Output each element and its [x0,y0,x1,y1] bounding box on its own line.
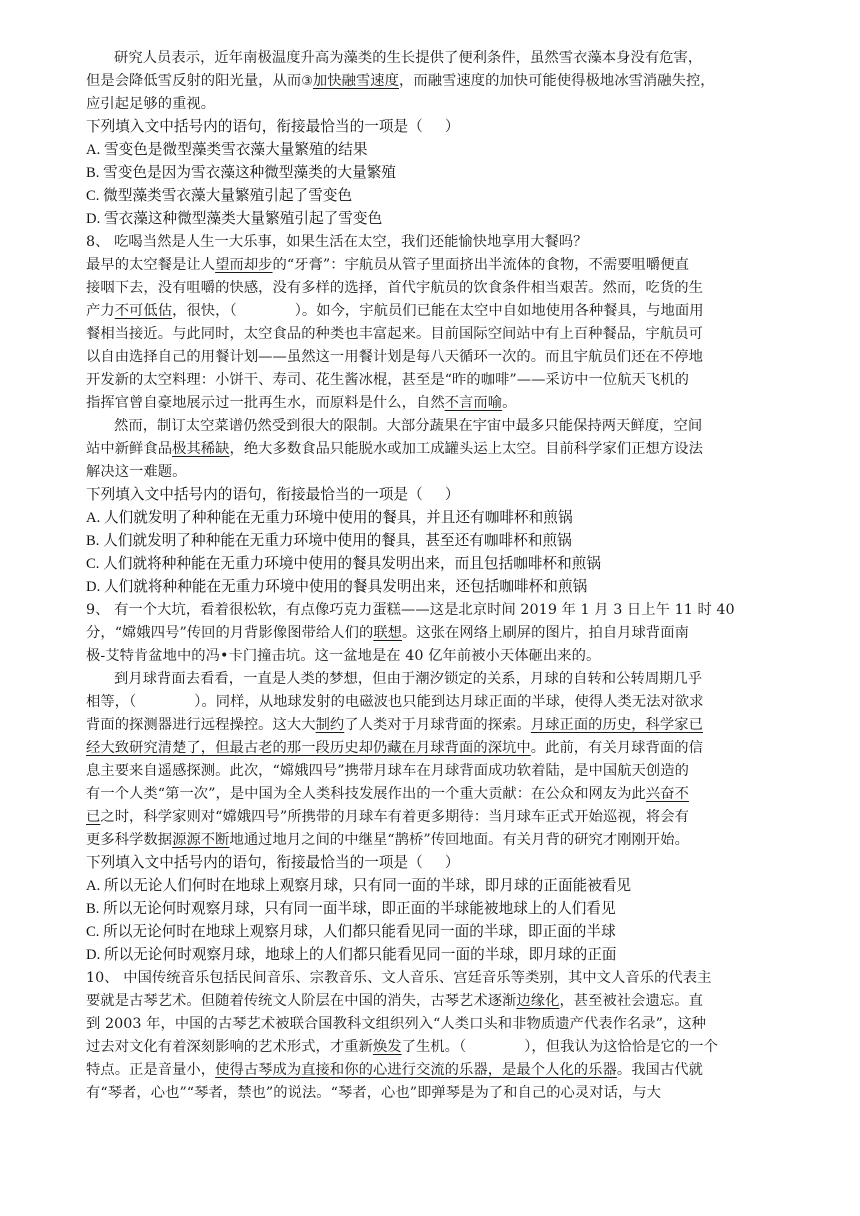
underlined-phrase: 极其稀缺 [172,441,230,457]
text-line: 到月球背面去看看，一直是人类的梦想，但由于潮汐锁定的关系，月球的自转和公转周期几乎 [114,671,703,687]
text-line: 解决这一难题。 [86,464,187,480]
underlined-phrase: 边缘化 [516,993,560,1009]
question-prompt: 下列填入文中括号内的语句，衔接最恰当的一项是（ ） [86,119,460,135]
text-line: 经大致研究清楚了，但最古老的那一段历史却仍藏在月球背面的深坑中。此前，有关月球背面的信 [86,740,703,756]
text-line: 开发新的太空料理：小饼干、寿司、花生酱冰棍，甚至是“昨的咖啡”——采访中一位航天飞机的 [86,372,689,388]
option-d: D. 人们就将种种能在无重力环境中使用的餐具发明出来，还包括咖啡杯和煎锅 [86,579,588,595]
option-c: C. 人们就将种种能在无重力环境中使用的餐具发明出来，而且包括咖啡杯和煎锅 [86,556,602,572]
text-line: 指挥官曾自豪地展示过一批再生水，而原料是什么，自然不言而喻。 [86,395,517,411]
text-line: 过去对文化有着深刻影响的艺术形式，才重新焕发了生机。（ ），但我认为这恰恰是它的一个 [86,1039,718,1055]
question-stem: 8、 吃喝当然是人生一大乐事，如果生活在太空，我们还能愉快地享用大餐吗？ [86,234,588,250]
question-prompt: 下列填入文中括号内的语句，衔接最恰当的一项是（ ） [86,855,460,871]
question-stem: 10、 中国传统音乐包括民间音乐、宗教音乐、文人音乐、宫廷音乐等类别，其中文人音乐的代表主 [86,970,712,986]
underlined-phrase: 加快融雪速度 [312,73,400,89]
underlined-phrase: 不言而喻 [444,395,503,411]
underlined-phrase: 焕发 [372,1039,402,1055]
text-line: 已之时，科学家则对“嫦娥四号”所携带的月球车有着更多期待：当月球车正式开始巡视，将会有 [86,809,689,825]
option-a: A. 雪变色是微型藻类雪衣藻大量繁殖的结果 [86,142,368,158]
underlined-phrase: 制约 [315,717,345,733]
underlined-phrase: 已 [86,809,101,825]
question-prompt: 下列填入文中括号内的语句，衔接最恰当的一项是（ ） [86,487,460,503]
option-b: B. 雪变色是因为雪衣藻这种微型藻类的大量繁殖 [86,165,397,181]
text-line: 相等，（ ）。同样，从地球发射的电磁波也只能到达月球正面的半球，使得人类无法对欲求 [86,694,704,710]
option-a: A. 所以无论人们何时在地球上观察月球，只有同一面的半球，即月球的正面能被看见 [86,878,632,894]
text-line: 有一个人类“第一次”，是中国为全人类科技发展作出的一个重大贡献：在公众和网友为此兴奋不 [86,786,689,802]
text-line: 极-艾特肯盆地中的冯•卡门撞击坑。这一盆地是在 40 亿年前被小天体砸出来的。 [86,648,601,664]
option-d: D. 所以无论何时观察月球，地球上的人们都只能看见同一面的半球，即月球的正面 [86,947,617,963]
option-c: C. 微型藻类雪衣藻大量繁殖引起了雪变色 [86,188,353,204]
text-line: 接咽下去，没有咀嚼的快感，没有多样的选择，首代宇航员的饮食条件相当艰苦。然而，吃货的生 [86,280,703,296]
text-line: 研究人员表示，近年南极温度升高为藻类的生长提供了便利条件，虽然雪衣藻本身没有危害， [114,50,703,66]
text-line: 餐相当接近。与此同时，太空食品的种类也丰富起来。目前国际空间站中有上百种餐品，宇航员可 [86,326,703,342]
underlined-phrase: 源源不断 [172,832,230,848]
underlined-sentence: 月球正面的历史，科学家已 [530,717,703,733]
option-b: B. 人们就发明了种种能在无重力环境中使用的餐具，甚至还有咖啡杯和煎锅 [86,533,572,549]
underlined-phrase: 不可低估 [114,303,173,319]
option-d: D. 雪衣藻这种微型藻类大量繁殖引起了雪变色 [86,211,383,227]
text-line: 要就是古琴艺术。但随着传统文人阶层在中国的消失，古琴艺术逐渐边缘化，甚至被社会遗忘。直 [86,993,703,1009]
text-line: 息主要来自遥感探测。此次，“嫦娥四号”携带月球车在月球背面成功软着陆，是中国航天创造的 [86,763,689,779]
text-line: 但是会降低雪反射的阳光量，从而③加快融雪速度，而融雪速度的加快可能使得极地冰雪消融失控， [86,73,715,89]
text-line: 特点。正是音量小，使得古琴成为直接和你的心进行交流的乐器，是最个人化的乐器。我国古代就 [86,1062,703,1078]
underlined-phrase: 望而却步 [215,257,273,273]
option-c: C. 所以无论何时在地球上观察月球，人们都只能看见同一面的半球，即正面的半球 [86,924,616,940]
text-line: 有“琴者，心也”“琴者，禁也”的说法。“琴者，心也”即弹琴是为了和自己的心灵对话，与大 [86,1085,661,1101]
option-b: B. 所以无论何时观察月球，只有同一面半球，即正面的半球能被地球上的人们看见 [86,901,616,917]
text-line: 最早的太空餐是让人望而却步的“牙膏”：宇航员从管子里面挤出半流体的食物，不需要咀嚼便直 [86,257,689,273]
text-line: 以自由选择自己的用餐计划——虽然这一用餐计划是每八天循环一次的。而且宇航员们还在不停地 [86,349,703,365]
text-line: 站中新鲜食品极其稀缺，绝大多数食品只能脱水或加工成罐头运上太空。目前科学家们正想方设法 [86,441,703,457]
text-line: 更多科学数据源源不断地通过地月之间的中继星“鹊桥”传回地面。有关月背的研究才刚刚开始。 [86,832,689,848]
underlined-phrase: 联想 [373,625,403,641]
text-line: 应引起足够的重视。 [86,96,216,112]
text-line: 产力不可低估，很快，（ ）。如今，宇航员们已能在太空中自如地使用各种餐具，与地面用 [86,303,704,319]
text-line: 到 2003 年，中国的古琴艺术被联合国教科文组织列入“人类口头和非物质遗产代表作名录”，这种 [86,1016,707,1032]
circled-number: ③ [301,74,313,89]
underlined-phrase: 兴奋不 [645,786,689,802]
underlined-sentence: 经大致研究清楚了，但最古老的那一段历史却仍藏在月球背面的深坑中 [86,740,531,756]
text-line: 然而，制订太空菜谱仍然受到很大的限制。大部分蔬果在宇宙中最多只能保持两天鲜度，空间 [114,418,703,434]
question-stem: 9、 有一个大坑，看着很松软，有点像巧克力蛋糕——这是北京时间 2019 年 1 月 3 日上午 11 时 40 [86,602,735,618]
text-line: 分，“嫦娥四号”传回的月背影像图带给人们的联想。这张在网络上刷屏的图片，拍自月球背面南 [86,625,689,641]
text-line: 背面的探测器进行远程操控。这大大制约了人类对于月球背面的探索。月球正面的历史，科学家已 [86,717,703,733]
underlined-sentence: 使得古琴成为直接和你的心进行交流的乐器，是最个人化的乐器 [215,1062,617,1078]
option-a: A. 人们就发明了种种能在无重力环境中使用的餐具，并且还有咖啡杯和煎锅 [86,510,573,526]
